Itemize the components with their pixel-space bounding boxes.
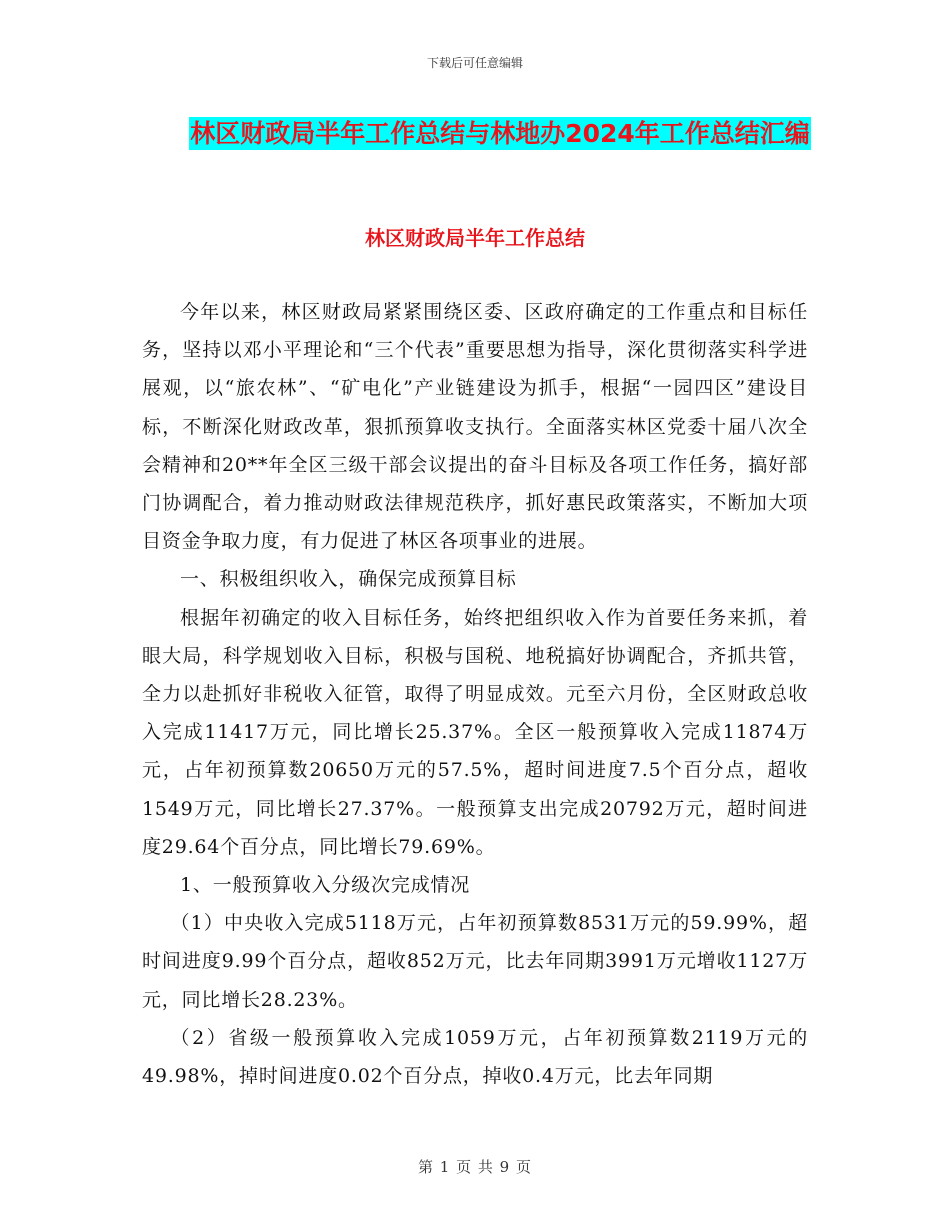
header-note: 下载后可任意编辑 bbox=[426, 56, 523, 70]
paragraph-provincial-revenue: （2）省级一般预算收入完成1059万元，占年初预算数2119万元的49.98%，掉时间进度0.02个百分点，掉收0.4万元，比去年同期 bbox=[142, 1026, 808, 1088]
heading-subsection-1: 1、一般预算收入分级次完成情况 bbox=[180, 874, 471, 897]
page-footer: 第 1 页 共 9 页 bbox=[418, 1158, 532, 1176]
document-title-text: 林区财政局半年工作总结与林地办2024年工作总结汇编 bbox=[190, 119, 810, 148]
heading-section-1: 一、积极组织收入，确保完成预算目标 bbox=[180, 568, 517, 591]
paragraph-revenue: 根据年初确定的收入目标任务，始终把组织收入作为首要任务来抓，着眼大局，科学规划收入目标，积极与国税、地税搞好协调配合，齐抓共管，全力以赴抓好非税收入征管，取得了明显成效。元至六月份，全区财政总收入完成11417万元，同比增长25.37%。全区一般预算收入完成11874万元，占年初预算数20650万元的57.5%，超时间进度7.5个百分点，超收1549万元，同比增长27.37%。一般预算支出完成20792万元，超时间进度29.64个百分点，同比增长79.69%。 bbox=[142, 606, 808, 858]
paragraph-intro: 今年以来，林区财政局紧紧围绕区委、区政府确定的工作重点和目标任务，坚持以邓小平理论和“三个代表”重要思想为指导，深化贯彻落实科学进展观，以“旅农林”、“矿电化”产业链建设为抓手，根据“一园四区”建设目标，不断深化财政改革，狠抓预算收支执行。全面落实林区党委十届八次全会精神和20**年全区三级干部会议提出的奋斗目标及各项工作任务，搞好部门协调配合，着力推动财政法律规范秩序，抓好惠民政策落实，不断加大项目资金争取力度，有力促进了林区各项事业的进展。 bbox=[142, 301, 808, 553]
document-title bbox=[185, 112, 815, 156]
section-title: 林区财政局半年工作总结 bbox=[365, 226, 585, 250]
paragraph-central-revenue: （1）中央收入完成5118万元，占年初预算数8531万元的59.99%，超时间进度9.99个百分点，超收852万元，比去年同期3991万元增收1127万元，同比增长28.23%。 bbox=[142, 912, 808, 1011]
document-body bbox=[142, 293, 808, 1095]
